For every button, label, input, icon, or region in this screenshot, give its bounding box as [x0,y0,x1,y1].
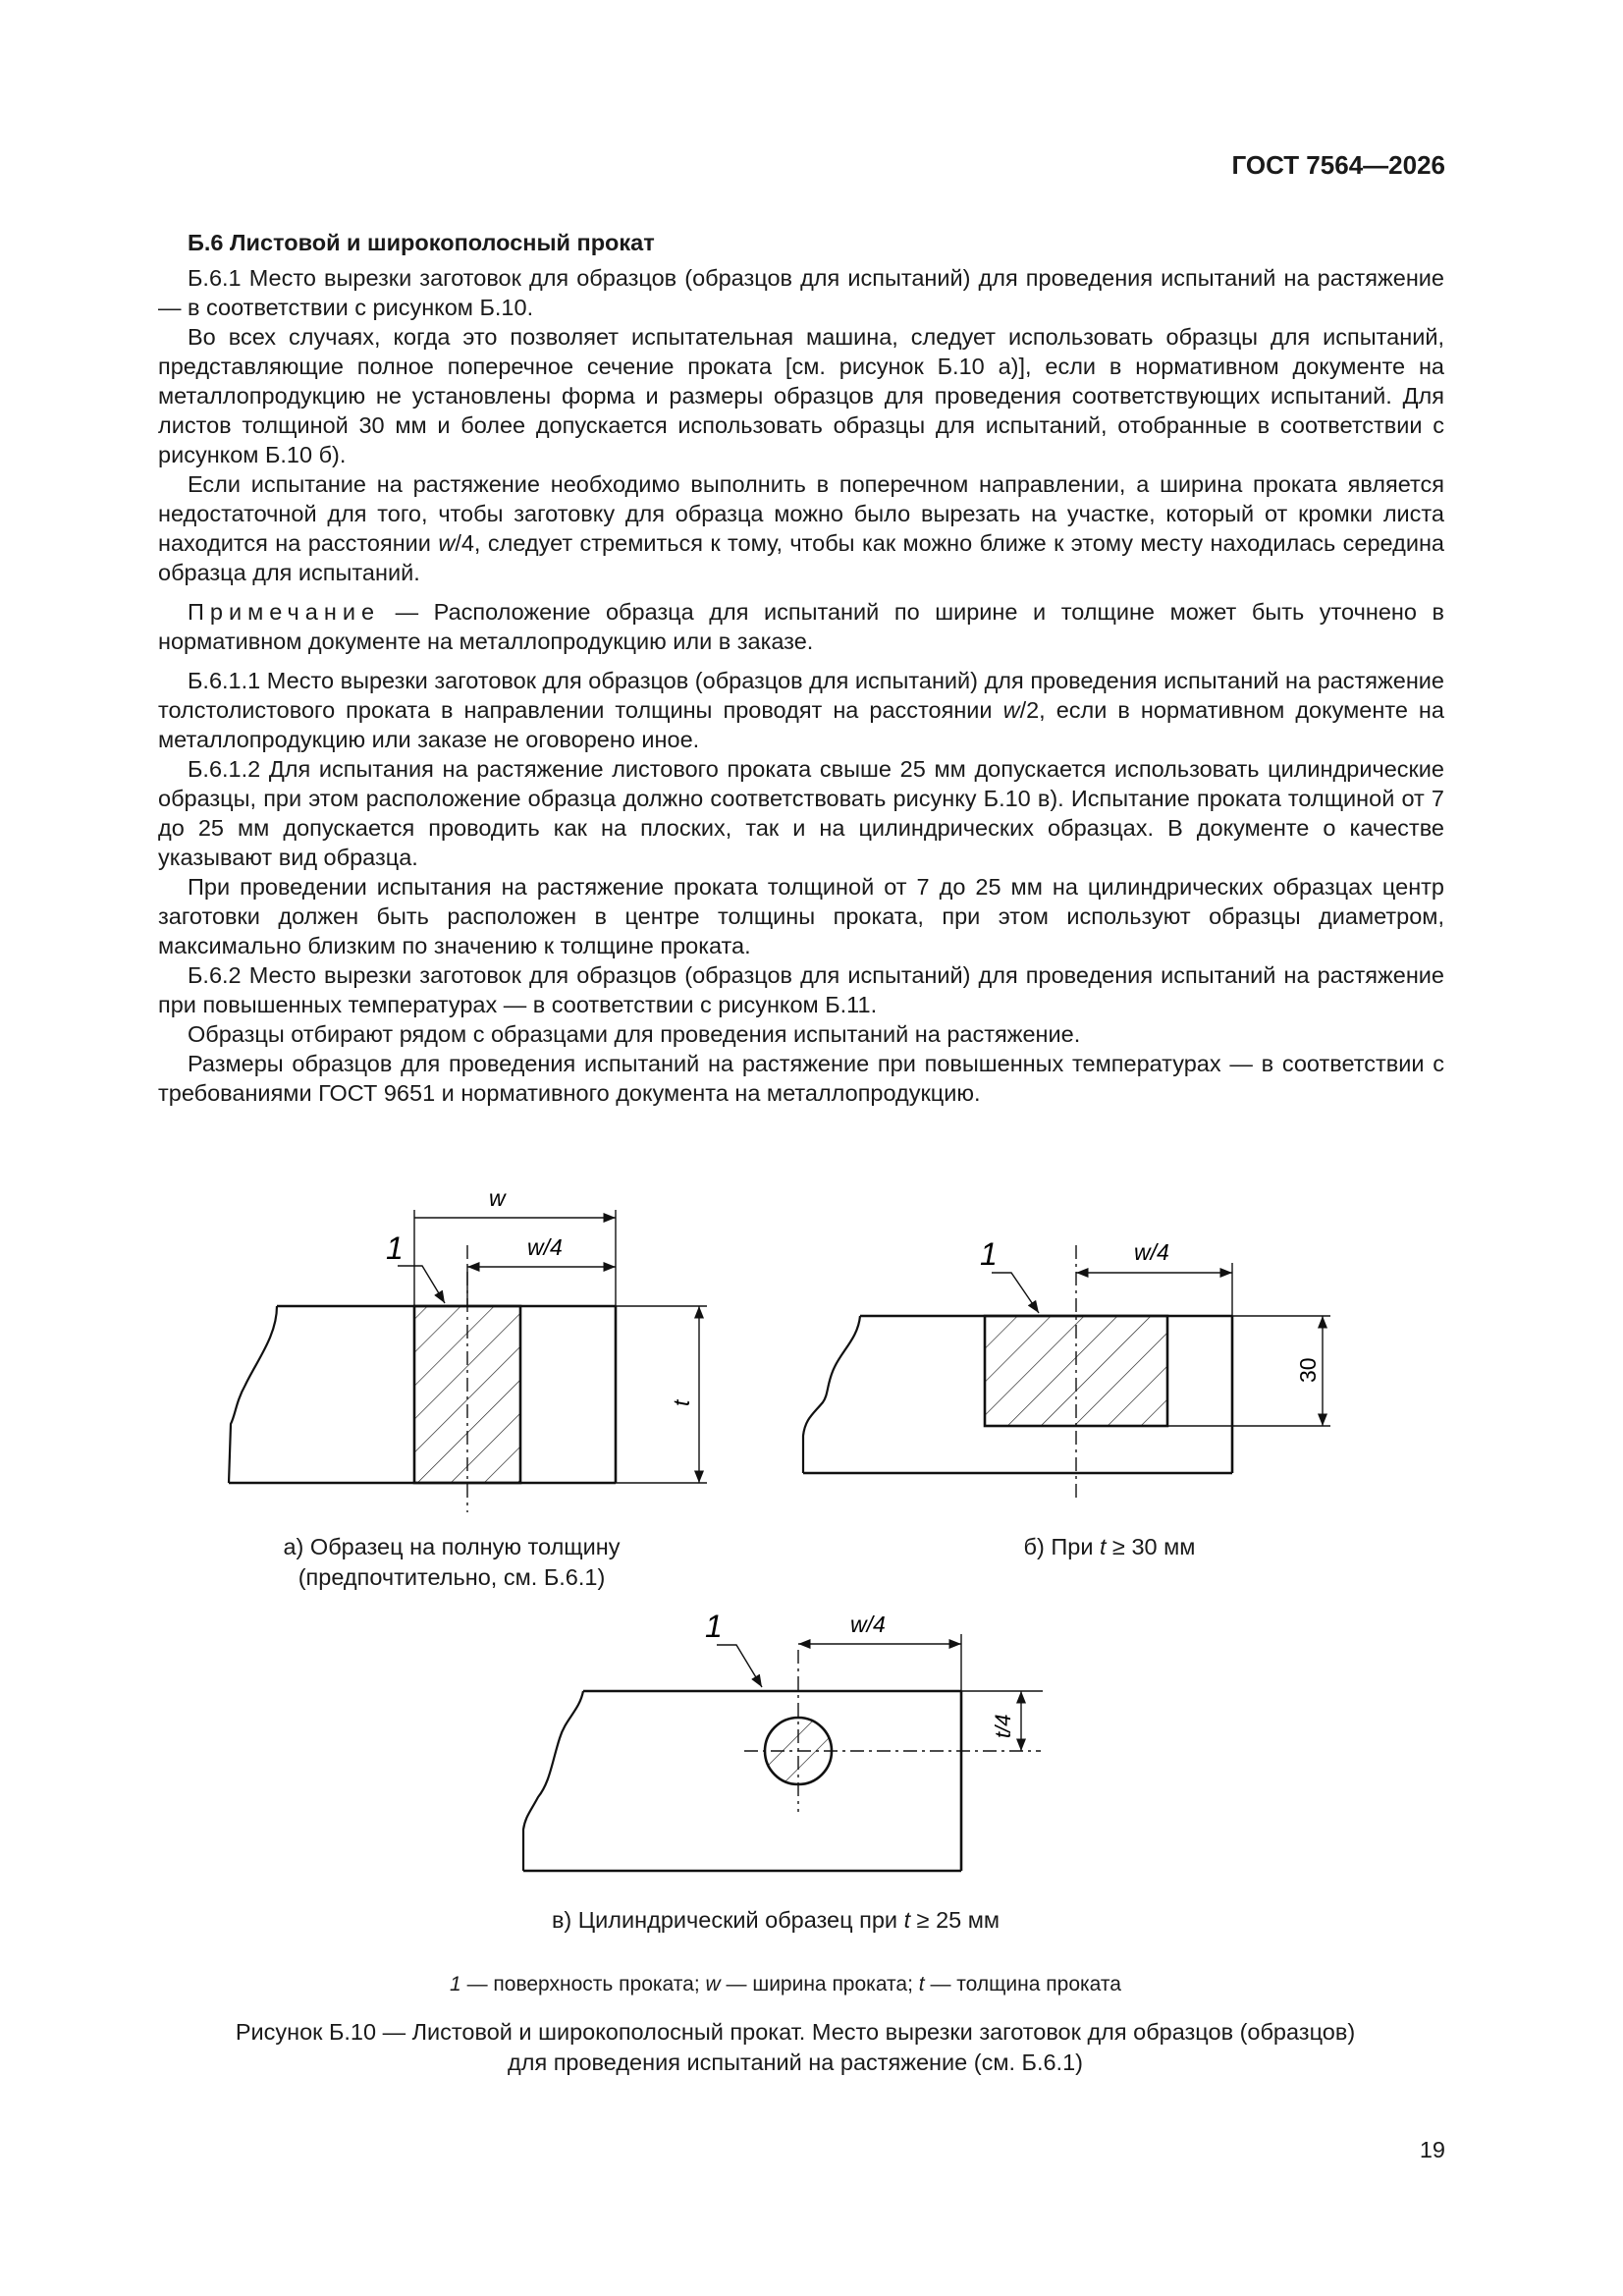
diagram-b [803,1245,1330,1503]
diagram-c [523,1634,1043,1871]
figure-title [137,2017,1453,2078]
section-title: Б.6 Листовой и широкополосный прокат [188,230,655,255]
text-run: — толщина проката [924,1973,1121,1995]
var-w: w [1002,697,1020,723]
caption-a-line1: а) Образец на полную толщину [283,1534,621,1559]
paragraph-dimensions: Размеры образцов для проведения испытаний на растяжение при повышенных температурах — в соответствии с требованиями ГОСТ 9651 и нормативного документа на металлопродукцию. [158,1051,1444,1106]
text-run: ≥ 30 мм [1106,1534,1196,1559]
legend-w: w [705,1973,721,1995]
caption-b [943,1532,1276,1562]
diagram-a [229,1210,707,1512]
figure-legend [295,1969,1276,1999]
text-run: /4, следует стремиться к тому, чтобы как можно ближе к этому месту находилась середина образца для испытаний. [158,530,1444,585]
text-run: в) Цилиндрический образец при [551,1907,904,1933]
text-run: б) При [1023,1534,1100,1559]
paragraph-sampling: Образцы отбирают рядом с образцами для проведения испытаний на растяжение. [188,1021,1081,1047]
label-1-b: 1 [980,1236,998,1272]
text-run: Б.6.1.1 Место вырезки заготовок для образцов (образцов для испытаний) для проведения испытаний на растяжение толстолистового проката в направлении толщины проводят на расстоянии [158,668,1444,723]
caption-c [471,1905,1080,1936]
var-t: t [903,1907,911,1933]
legend-t: t [918,1973,925,1995]
paragraph-b612: Б.6.1.2 Для испытания на растяжение листового проката свыше 25 мм допускается использовать цилиндрические образцы, при этом расположение образца должно соответствовать рисунку Б.10 в). Испытание проката толщиной от 7 до 25 мм допускается проводить как на плоских, так и на цилиндрических образцах. В документе о качестве указывают вид образца. [158,756,1444,870]
label-w4-a: w/4 [527,1234,563,1260]
note-label: Примечание [188,599,381,625]
label-30-b: 30 [1295,1357,1321,1383]
text-run: — ширина проката; [720,1973,919,1995]
figure-title-line2: для проведения испытаний на растяжение (см. Б.6.1) [508,2050,1083,2075]
leader-1-c [717,1645,762,1687]
broken-edge-c [523,1691,583,1871]
text-run: — поверхность проката; [460,1973,706,1995]
caption-a-line2: (предпочтительно, см. Б.6.1) [298,1564,606,1590]
text-run: ≥ 25 мм [910,1907,1001,1933]
var-w: w [438,530,456,556]
label-w4-b: w/4 [1134,1239,1169,1265]
legend-1: 1 [450,1973,461,1995]
label-t-a: t [669,1399,694,1406]
paragraph-b62: Б.6.2 Место вырезки заготовок для образцов (образцов для испытаний) для проведения испытаний на растяжение при повышенных температурах — в соответствии с рисунком Б.11. [158,962,1444,1017]
paragraph-b61: Б.6.1 Место вырезки заготовок для образцов (образцов для испытаний) для проведения испытаний на растяжение — в соответствии с рисунком Б.10. [158,265,1444,320]
label-1-a: 1 [386,1230,404,1266]
paragraph-full-section: Во всех случаях, когда это позволяет испытательная машина, следует использовать образцы для испытаний, представляющие полное поперечное сечение проката [см. рисунок Б.10 а)], если в нормативном документе на металлопродукцию не установлены форма и размеры образцов для проведения соответствующих испытаний. Для листов толщиной 30 мм и более допускается использовать образцы для испытаний, отобранные в соответствии с рисунком Б.10 б). [158,324,1444,467]
broken-edge-a [229,1306,277,1483]
figure-title-line1: Рисунок Б.10 — Листовой и широкополосный прокат. Место вырезки заготовок для образцов (образцов) [235,2019,1356,2045]
text-run: /2, если в нормативном документе на металлопродукцию или заказе не оговорено иное. [158,697,1444,752]
label-w4-c: w/4 [850,1612,886,1637]
var-t: t [1099,1534,1107,1559]
label-w-a: w [489,1185,506,1211]
broken-edge-b [803,1316,860,1473]
paragraph-cylindrical: При проведении испытания на растяжение проката толщиной от 7 до 25 мм на цилиндрических образцах центр заготовки должен быть расположен в центре толщины проката, при этом используют образцы диаметром, максимально близким по значению к толщине проката. [158,874,1444,958]
label-t4-c: t/4 [991,1714,1015,1738]
document-code: ГОСТ 7564—2026 [1231,150,1445,180]
leader-1-b [992,1273,1039,1313]
label-1-c: 1 [705,1609,723,1644]
note-text: — Расположение образца для испытаний по ширине и толщине может быть уточнено в нормативном документе на металлопродукцию или в заказе. [158,599,1444,654]
page-number: 19 [1419,2137,1445,2162]
leader-1-a [398,1266,445,1303]
caption-a [236,1532,668,1593]
text-run: Если испытание на растяжение необходимо выполнить в поперечном направлении, а ширина проката является недостаточной для того, чтобы заготовку для образца можно было вырезать на участке, который от кромки листа находится на расстоянии [158,471,1444,556]
